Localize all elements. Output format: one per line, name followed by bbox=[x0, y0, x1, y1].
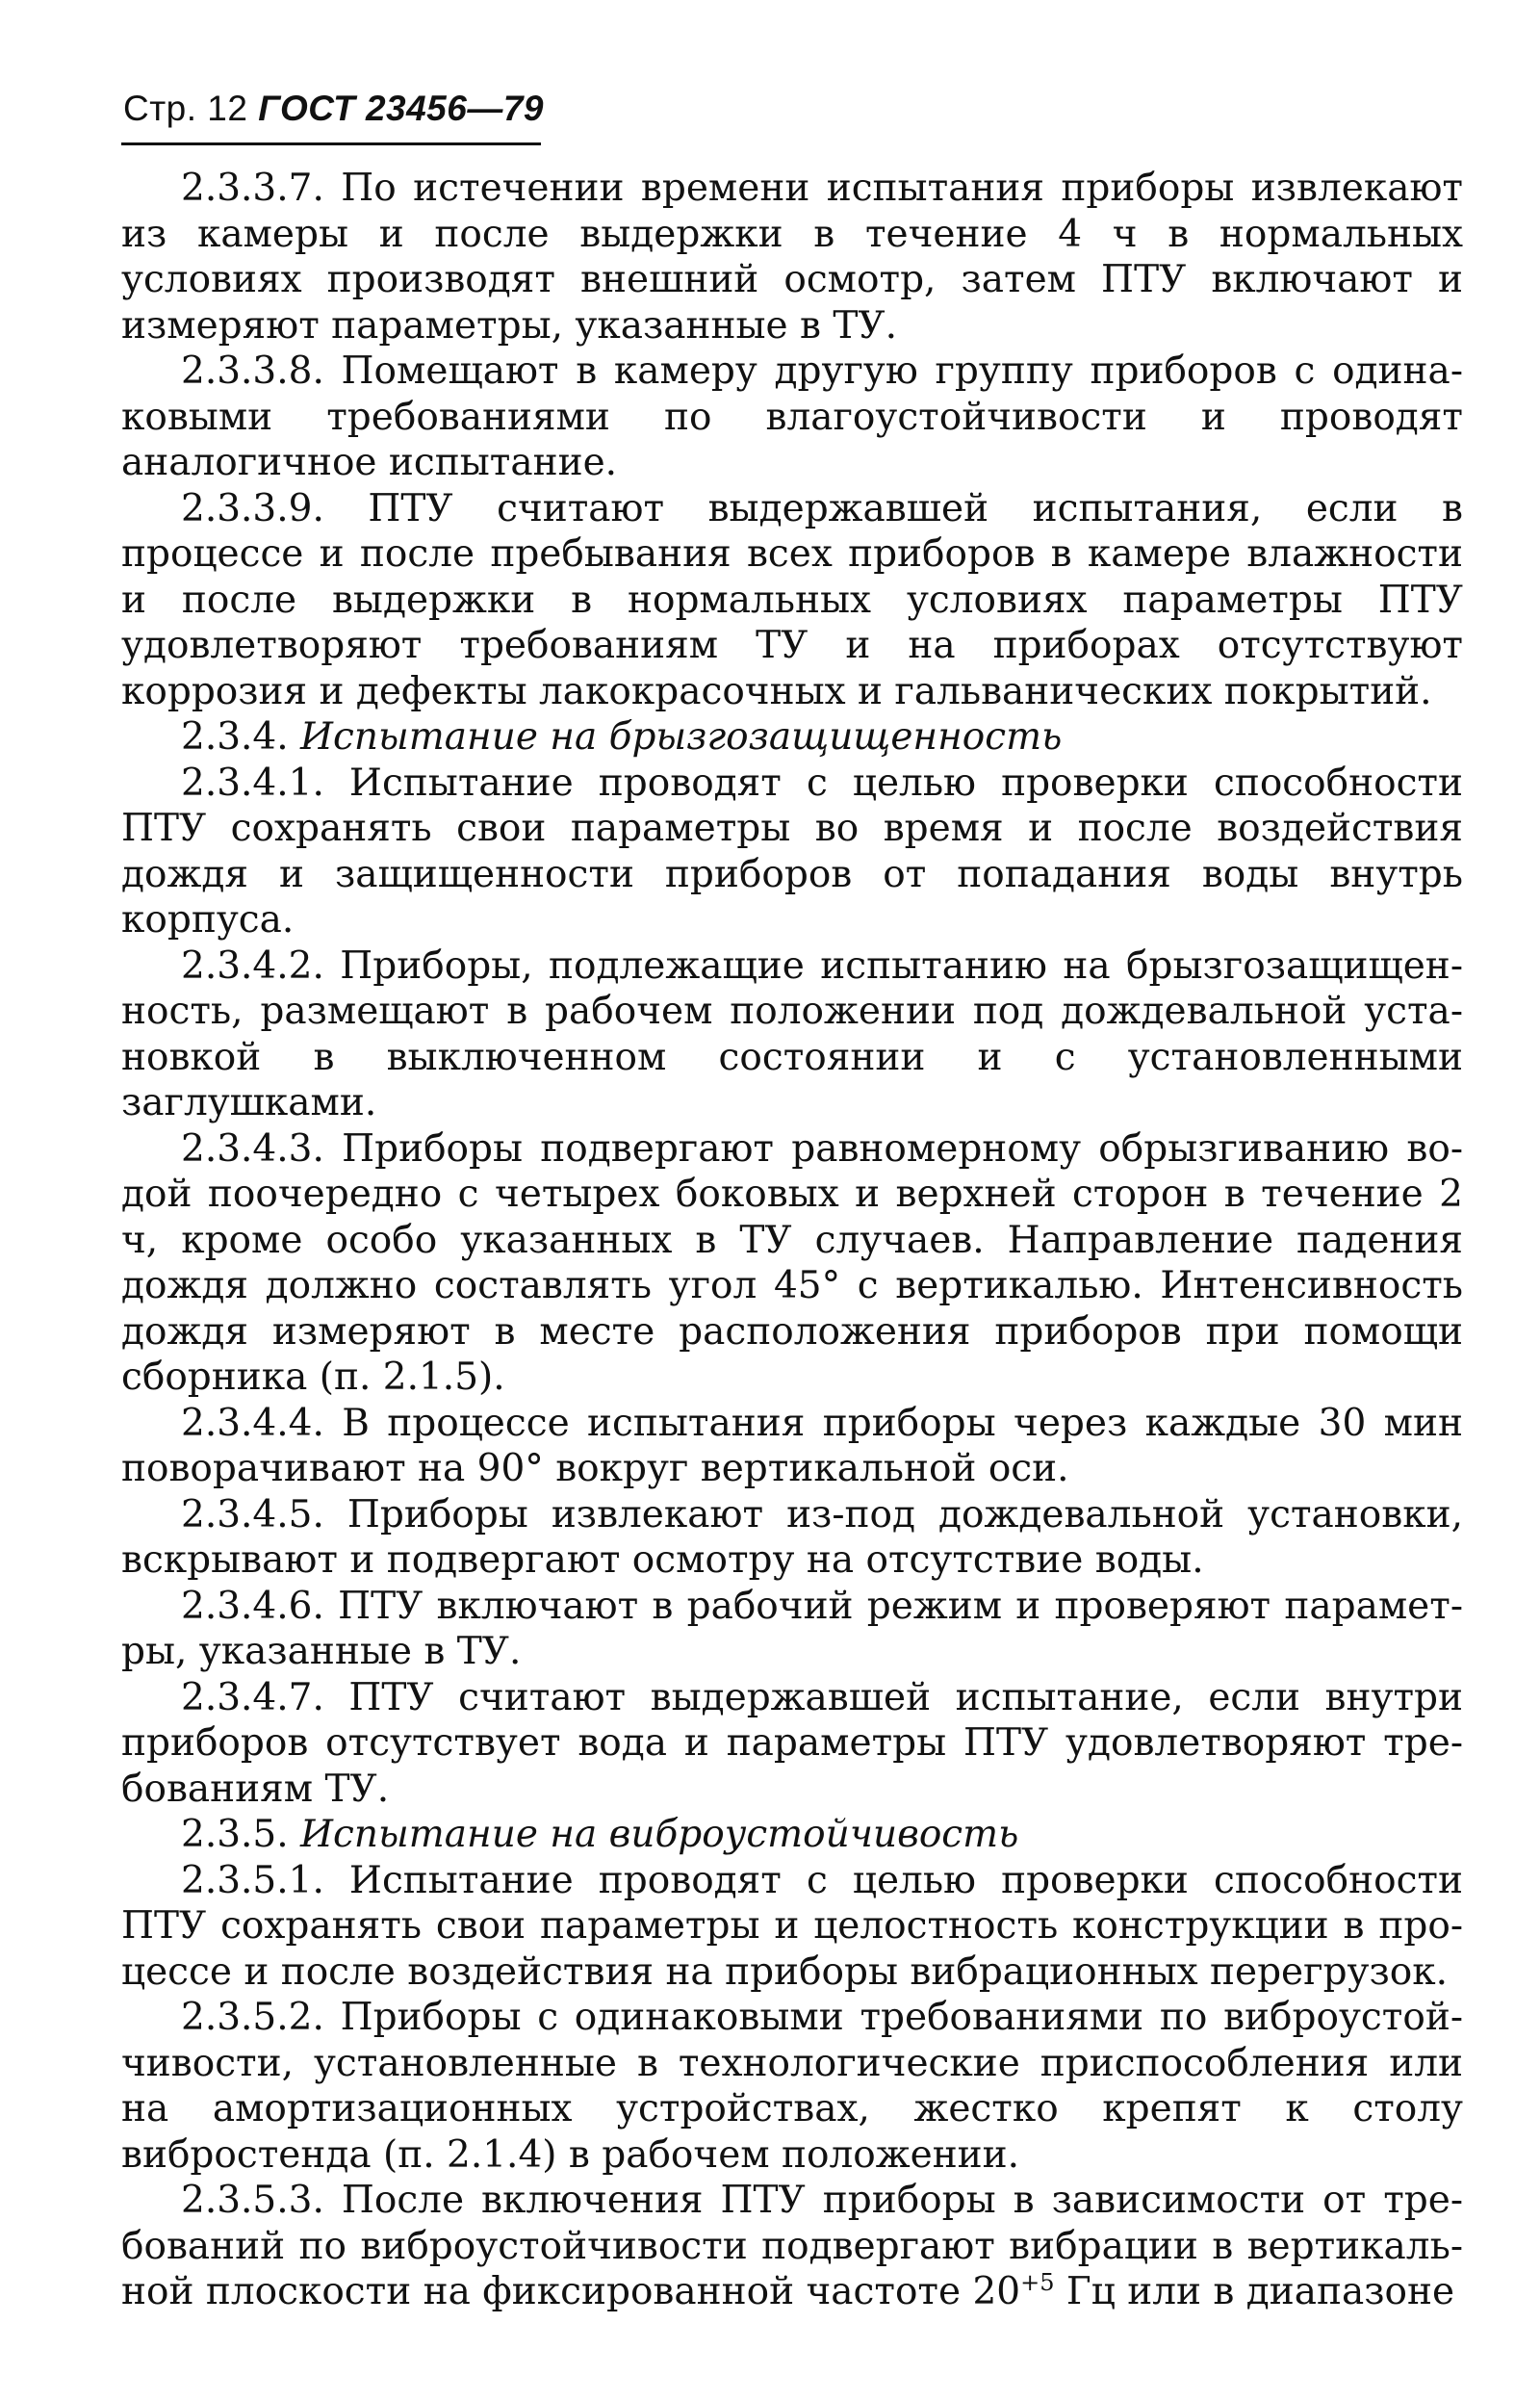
paragraph-text: 2.3.5.3. После включения ПТУ приборы в зависимости от требований по виброустойчивости подвергают вибрации в вертикальной плоскости на фиксированной частоте 20 bbox=[121, 2179, 1463, 2313]
section-title: Испытание на виброустойчивость bbox=[300, 1813, 1019, 1856]
paragraph-text-end: Гц или в диапазоне bbox=[1054, 2270, 1455, 2313]
paragraph-2-3-4-6: 2.3.4.6. ПТУ включают в рабочий режим и проверяют параметры, указанные в ТУ. bbox=[121, 1584, 1463, 1673]
section-heading-2-3-5 bbox=[121, 1812, 1463, 1858]
paragraph-2-3-3-7: 2.3.3.7. По истечении времени испытания приборы извлекают из камеры и после выдержки в течение 4 ч в нормальных условиях производят внешний осмотр, затем ПТУ включают и измеряют параметры, указанные в ТУ. bbox=[121, 167, 1463, 348]
header-divider bbox=[121, 142, 541, 145]
paragraph-2-3-4-5: 2.3.4.5. Приборы извлекают из-под дождевальной установки, вскрывают и подвергают осмотру на отсутствие воды. bbox=[121, 1492, 1463, 1582]
paragraph-2-3-5-1: 2.3.5.1. Испытание проводят с целью проверки способности ПТУ сохранять свои параметры и целостность конструкции в процессе и после воздействия на приборы вибрационных перегрузок. bbox=[121, 1858, 1463, 1994]
paragraph-2-3-3-8: 2.3.3.8. Помещают в камеру другую группу приборов с одинаковыми требованиями по влагоустойчивости и проводят аналогичное испытание. bbox=[121, 349, 1463, 484]
section-title: Испытание на брызгозащищенность bbox=[300, 715, 1063, 759]
section-number: 2.3.4. bbox=[181, 715, 289, 759]
standard-code: ГОСТ 23456—79 bbox=[258, 89, 544, 128]
paragraph-2-3-4-1: 2.3.4.1. Испытание проводят с целью проверки способности ПТУ сохранять свои параметры во время и после воздействия дождя и защищенности приборов от попадания воды внутрь корпуса. bbox=[121, 761, 1463, 942]
paragraph-2-3-4-2: 2.3.4.2. Приборы, подлежащие испытанию на брызгозащищенность, размещают в рабочем положении под дождевальной установкой в выключенном состоянии и с установленными заглушками. bbox=[121, 943, 1463, 1124]
frequency-tolerance: +5 bbox=[1020, 2269, 1055, 2296]
document-body bbox=[121, 166, 1463, 2315]
page-header bbox=[123, 89, 544, 129]
section-number: 2.3.5. bbox=[181, 1813, 289, 1856]
paragraph-2-3-4-3: 2.3.4.3. Приборы подвергают равномерному обрызгиванию водой поочередно с четырех боковых и верхней сторон в течение 2 ч, кроме особо указанных в ТУ случаев. Направление падения дождя должно составлять угол 45° с вертикалью. Интенсивность дождя измеряют в месте расположения приборов при помощи сборника (п. 2.1.5). bbox=[121, 1126, 1463, 1399]
paragraph-2-3-4-7: 2.3.4.7. ПТУ считают выдержавшей испытание, если внутри приборов отсутствует вода и параметры ПТУ удовлетворяют требованиям ТУ. bbox=[121, 1675, 1463, 1811]
paragraph-2-3-4-4: 2.3.4.4. В процессе испытания приборы через каждые 30 мин поворачивают на 90° вокруг вертикальной оси. bbox=[121, 1401, 1463, 1490]
paragraph-2-3-5-3 bbox=[121, 2178, 1463, 2315]
page-number: Стр. 12 bbox=[123, 89, 248, 128]
paragraph-2-3-5-2: 2.3.5.2. Приборы с одинаковыми требованиями по виброустойчивости, установленные в технологические приспособления или на амортизационных устройствах, жестко крепят к столу вибростенда (п. 2.1.4) в рабочем положении. bbox=[121, 1996, 1463, 2177]
section-heading-2-3-4 bbox=[121, 714, 1463, 761]
paragraph-2-3-3-9: 2.3.3.9. ПТУ считают выдержавшей испытания, если в процессе и после пребывания всех приборов в камере влажности и после выдержки в нормальных условиях параметры ПТУ удовлетворяют требованиям ТУ и на приборах отсутствуют коррозия и дефекты лакокрасочных и гальванических покрытий. bbox=[121, 486, 1463, 713]
